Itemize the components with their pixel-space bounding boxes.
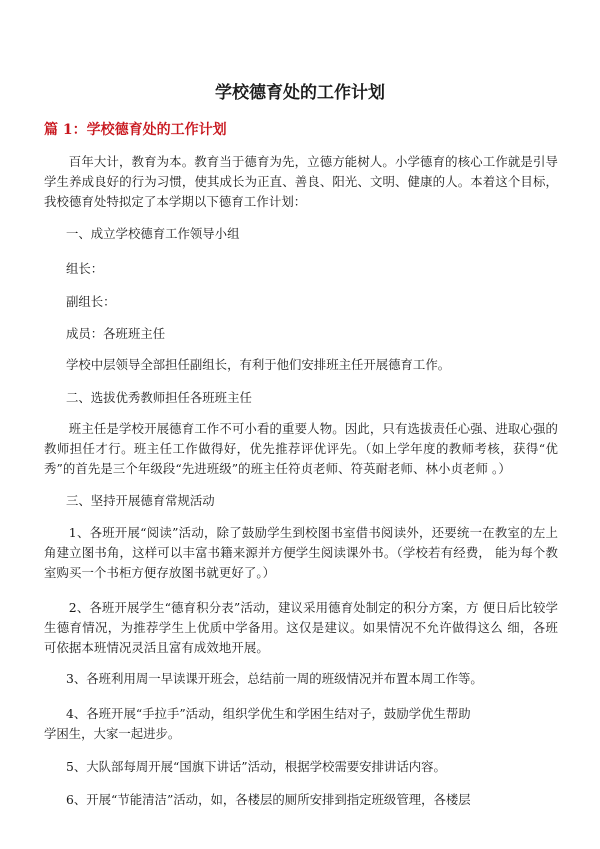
section1-heading: 一、成立学校德育工作领导小组: [66, 226, 240, 241]
item-2: 2、各班开展学生“德育积分表”活动，建议采用德育处制定的积分方案，方 便日后比较学生德育情况，为推荐学生上优质中学备用。这仅是建议。如果情况不允许做得这么 细，各班可依据本班情况灵活且富有成效地开展。: [44, 600, 558, 655]
item-4-line-1: 4、各班开展“手拉手”活动，组织学优生和学困生结对子，鼓励学优生帮助: [66, 706, 471, 721]
section1-note: 学校中层领导全部担任副组长，有利于他们安排班主任开展德育工作。: [66, 357, 451, 372]
section-subtitle: 篇 1：学校德育处的工作计划: [44, 122, 227, 138]
section2-paragraph: 班主任是学校开展德育工作不可小看的重要人物。因此，只有选拔责任心强、进取心强的教师担任才行。班主任工作做得好，优先推荐评优评先。（如上学年度的教师考核，获得“优秀”的首先是三个年级段“先进班级”的班主任符贞老师、符英耐老师、林小贞老师 。）: [44, 421, 558, 476]
item-5: 5、大队部每周开展“国旗下讲话”活动，根据学校需要安排讲话内容。: [66, 759, 446, 774]
members-line: 成员：各班班主任: [66, 326, 166, 341]
document-title: 学校德育处的工作计划: [215, 83, 385, 103]
deputy-leader-line: 副组长：: [66, 294, 116, 309]
intro-paragraph: 百年大计，教育为本。教育当于德育为先，立德方能树人。小学德育的核心工作就是引导学生养成良好的行为习惯，使其成长为正直、善良、阳光、文明、健康的人。本着这个目标，我校德育处特拟定了本学期以下德育工作计划：: [44, 154, 558, 209]
section3-heading: 三、坚持开展德育常规活动: [66, 493, 215, 508]
item-6: 6、开展“节能清洁”活动，如，各楼层的厕所安排到指定班级管理，各楼层: [66, 792, 471, 807]
item-3: 3、各班利用周一早读课开班会，总结前一周的班级情况并布置本周工作等。: [66, 671, 483, 686]
leader-line: 组长：: [66, 261, 104, 276]
section2-heading: 二、选拔优秀教师担任各班班主任: [66, 390, 252, 405]
item-4-line-2: 学困生，大家一起进步。: [44, 726, 181, 741]
item-1: 1、各班开展“阅读”活动，除了鼓励学生到校图书室借书阅读外，还要统一在教室的左上角建立图书角，这样可以丰富书籍来源并方便学生阅读课外书。（学校若有经费， 能为每个教室购买一个书柜方便存放图书就更好了。）: [44, 525, 558, 580]
